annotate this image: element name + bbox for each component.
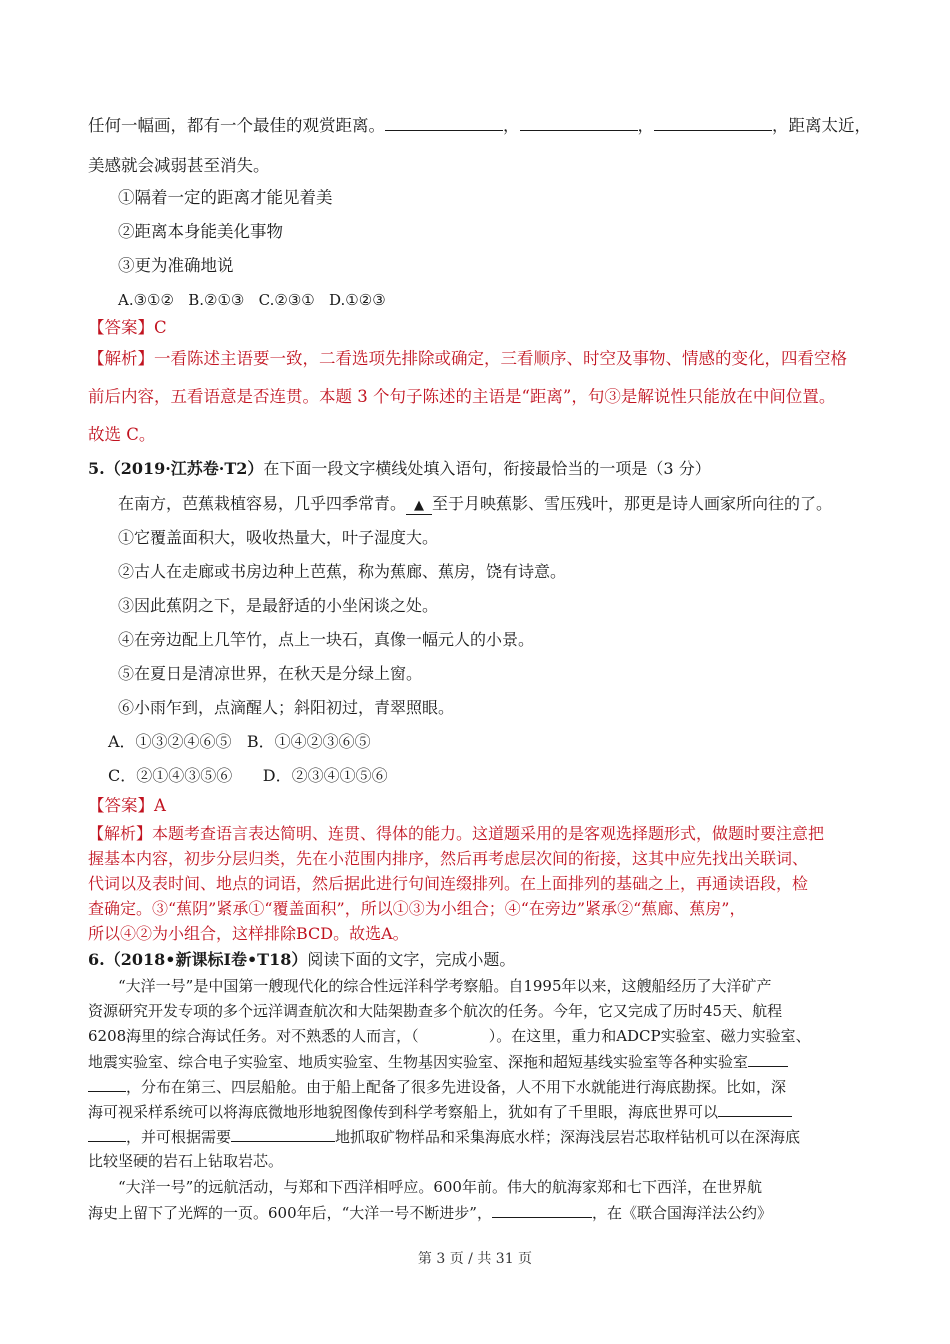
q6-text: 海史上留下了光辉的一页。600年后，“大洋一号不断进步”， [88, 1204, 492, 1222]
q6-para2-line2 [88, 1203, 772, 1222]
q5-fill-blank: ▲ [406, 498, 432, 515]
page-footer: 第 3 页 / 共 31 页 [417, 1251, 533, 1267]
answer-tag: 【答案】 [88, 318, 154, 337]
q4-answer [88, 318, 167, 338]
analysis-tag: 【解析】 [88, 349, 154, 368]
q6-stem-text: 阅读下面的文字，完成小题。 [307, 950, 516, 969]
q4-analysis-line1 [88, 349, 847, 369]
q5-analysis-line2: 握基本内容，初步分层归类，先在小范围内排序，然后再考虑层次间的衔接，这其中应先找出关联词、 [88, 849, 809, 868]
answer-value: A [154, 796, 166, 815]
q4-choices: A.③①② B.②①③ C.②③① D.①②③ [118, 291, 386, 309]
q5-stem-text: 在下面一段文字横线处填入语句，衔接最恰当的一项是（3 分） [263, 459, 711, 478]
q4-analysis-line2: 前后内容，五看语意是否连贯。本题 3 个句子陈述的主语是“距离”，句③是解说性只能放在中间位置。 [88, 387, 836, 406]
q6-para1-line2: 资源研究开发专项的多个远洋调查航次和大陆架勘查多个航次的任务。今年，它又完成了历时45天、航程 [88, 1002, 783, 1020]
q5-answer [88, 796, 166, 816]
q6-blank-4 [492, 1203, 592, 1218]
q4-option-2: ②距离本身能美化事物 [118, 222, 283, 241]
q6-stem [88, 950, 515, 969]
q5-analysis-line1 [88, 824, 824, 843]
q5-passage-b: 至于月映蕉影、雪压残叶，那更是诗人画家所向往的了。 [432, 494, 833, 513]
q6-blank-1a [748, 1052, 788, 1067]
q6-blank-2b [88, 1127, 126, 1142]
q5-option-4: ④在旁边配上几竿竹，点上一块石，真像一幅元人的小景。 [118, 630, 535, 649]
q4-blank-2 [520, 116, 638, 131]
q4-blank-1 [385, 116, 503, 131]
q5-option-1: ①它覆盖面积大，吸收热量大，叶子湿度大。 [118, 528, 439, 547]
q5-option-3: ③因此蕉阴之下，是最舒适的小坐闲谈之处。 [118, 596, 439, 615]
q6-text: 海可视采样系统可以将海底微地形地貌图像传到科学考察船上，犹如有了千里眼，海底世界可以 [88, 1103, 719, 1121]
q6-para1-line4 [88, 1052, 788, 1071]
q6-text: ，分布在第三、四层船舱。由于船上配备了很多先进设备，人不用下水就能进行海底勘探。比如，深 [126, 1078, 787, 1096]
q6-blank-1b [88, 1077, 126, 1092]
q4-stem-line1 [88, 116, 871, 136]
q5-option-5: ⑤在夏日是清凉世界，在秋天是分绿上窗。 [118, 664, 423, 683]
q6-text: 地震实验室、综合电子实验室、地质实验室、生物基因实验室、深拖和超短基线实验室等各种实验室 [88, 1053, 749, 1071]
q4-comma-2: ， [637, 116, 654, 135]
q6-para1-line8: 比较坚硬的岩石上钻取岩芯。 [88, 1152, 284, 1170]
q6-text: ）。在这里，重力和ADCP实验室、磁力实验室、 [488, 1027, 811, 1045]
q5-option-2: ②古人在走廊或书房边种上芭蕉，称为蕉廊、蕉房，饶有诗意。 [118, 562, 567, 581]
q6-para1-line1: “大洋一号”是中国第一艘现代化的综合性远洋科学考察船。自1995年以来，这艘船经历了大洋矿产 [118, 977, 772, 995]
q6-source: （2018•新课标Ⅰ卷•T18） [104, 950, 308, 969]
q5-analysis-line5: 所以④②为小组合，这样排除BCD。故选A。 [88, 924, 409, 943]
q5-option-6: ⑥小雨乍到，点滴醒人；斜阳初过，青翠照眼。 [118, 698, 455, 717]
q6-text: 6208海里的综合海试任务。对不熟悉的人而言，（ [88, 1027, 419, 1045]
q6-blank-3 [231, 1127, 335, 1142]
analysis-text: 一看陈述主语要一致，二看选项先排除或确定，三看顺序、时空及事物、情感的变化，四看空格 [154, 349, 847, 368]
q6-text: ，并可根据需要 [126, 1128, 232, 1146]
analysis-text: 本题考查语言表达简明、连贯、得体的能力。这道题采用的是客观选择题形式，做题时要注意把 [152, 824, 825, 843]
q5-choices-line1: A．①③②④⑥⑤ B．①④②③⑥⑤ [108, 732, 371, 751]
q5-analysis-line4: 查确定。③“蕉阴”紧承①“覆盖面积”，所以①③为小组合；④“在旁边”紧承②“蕉廊、蕉房”， [88, 899, 746, 918]
q6-para1-line6 [88, 1102, 792, 1121]
q6-para1-line3 [88, 1027, 811, 1045]
answer-tag: 【答案】 [88, 796, 154, 815]
q5-stem [88, 459, 711, 478]
q6-para1-line5 [88, 1077, 786, 1096]
q4-stem-tail: ，距离太近， [772, 116, 871, 135]
q6-para1-line7 [88, 1127, 800, 1146]
q4-analysis-line3: 故选 C。 [88, 425, 156, 444]
q5-passage-a: 在南方，芭蕉栽植容易，几乎四季常青。 [118, 494, 407, 513]
answer-value: C [154, 318, 167, 337]
q4-comma-1: ， [503, 116, 520, 135]
q6-number: 6. [88, 950, 105, 969]
q6-para2-line1: “大洋一号”的远航活动，与郑和下西洋相呼应。600年前。伟大的航海家郑和七下西洋，在世界航 [118, 1178, 762, 1196]
q5-number: 5. [88, 459, 105, 478]
q6-blank-2a [718, 1102, 792, 1117]
q5-analysis-line3: 代词以及表时间、地点的词语，然后据此进行句间连缀排列。在上面排列的基础之上，再通读语段，检 [88, 874, 809, 893]
q5-source: （2019·江苏卷·T2） [104, 459, 264, 478]
q4-stem-line2: 美感就会减弱甚至消失。 [88, 156, 270, 175]
q4-option-3: ③更为准确地说 [118, 256, 234, 275]
q4-blank-3 [654, 116, 772, 131]
q5-passage [118, 494, 832, 515]
analysis-tag: 【解析】 [88, 824, 153, 843]
q4-option-1: ①隔着一定的距离才能见着美 [118, 188, 333, 207]
q6-text: 地抓取矿物样品和采集海底水样；深海浅层岩芯取样钻机可以在深海底 [335, 1128, 801, 1146]
q5-choices-line2: C．②①④③⑤⑥ D．②③④①⑤⑥ [108, 766, 388, 785]
q4-stem-text: 任何一幅画，都有一个最佳的观赏距离。 [88, 116, 385, 135]
q6-text: ，在《联合国海洋法公约》 [591, 1204, 772, 1222]
